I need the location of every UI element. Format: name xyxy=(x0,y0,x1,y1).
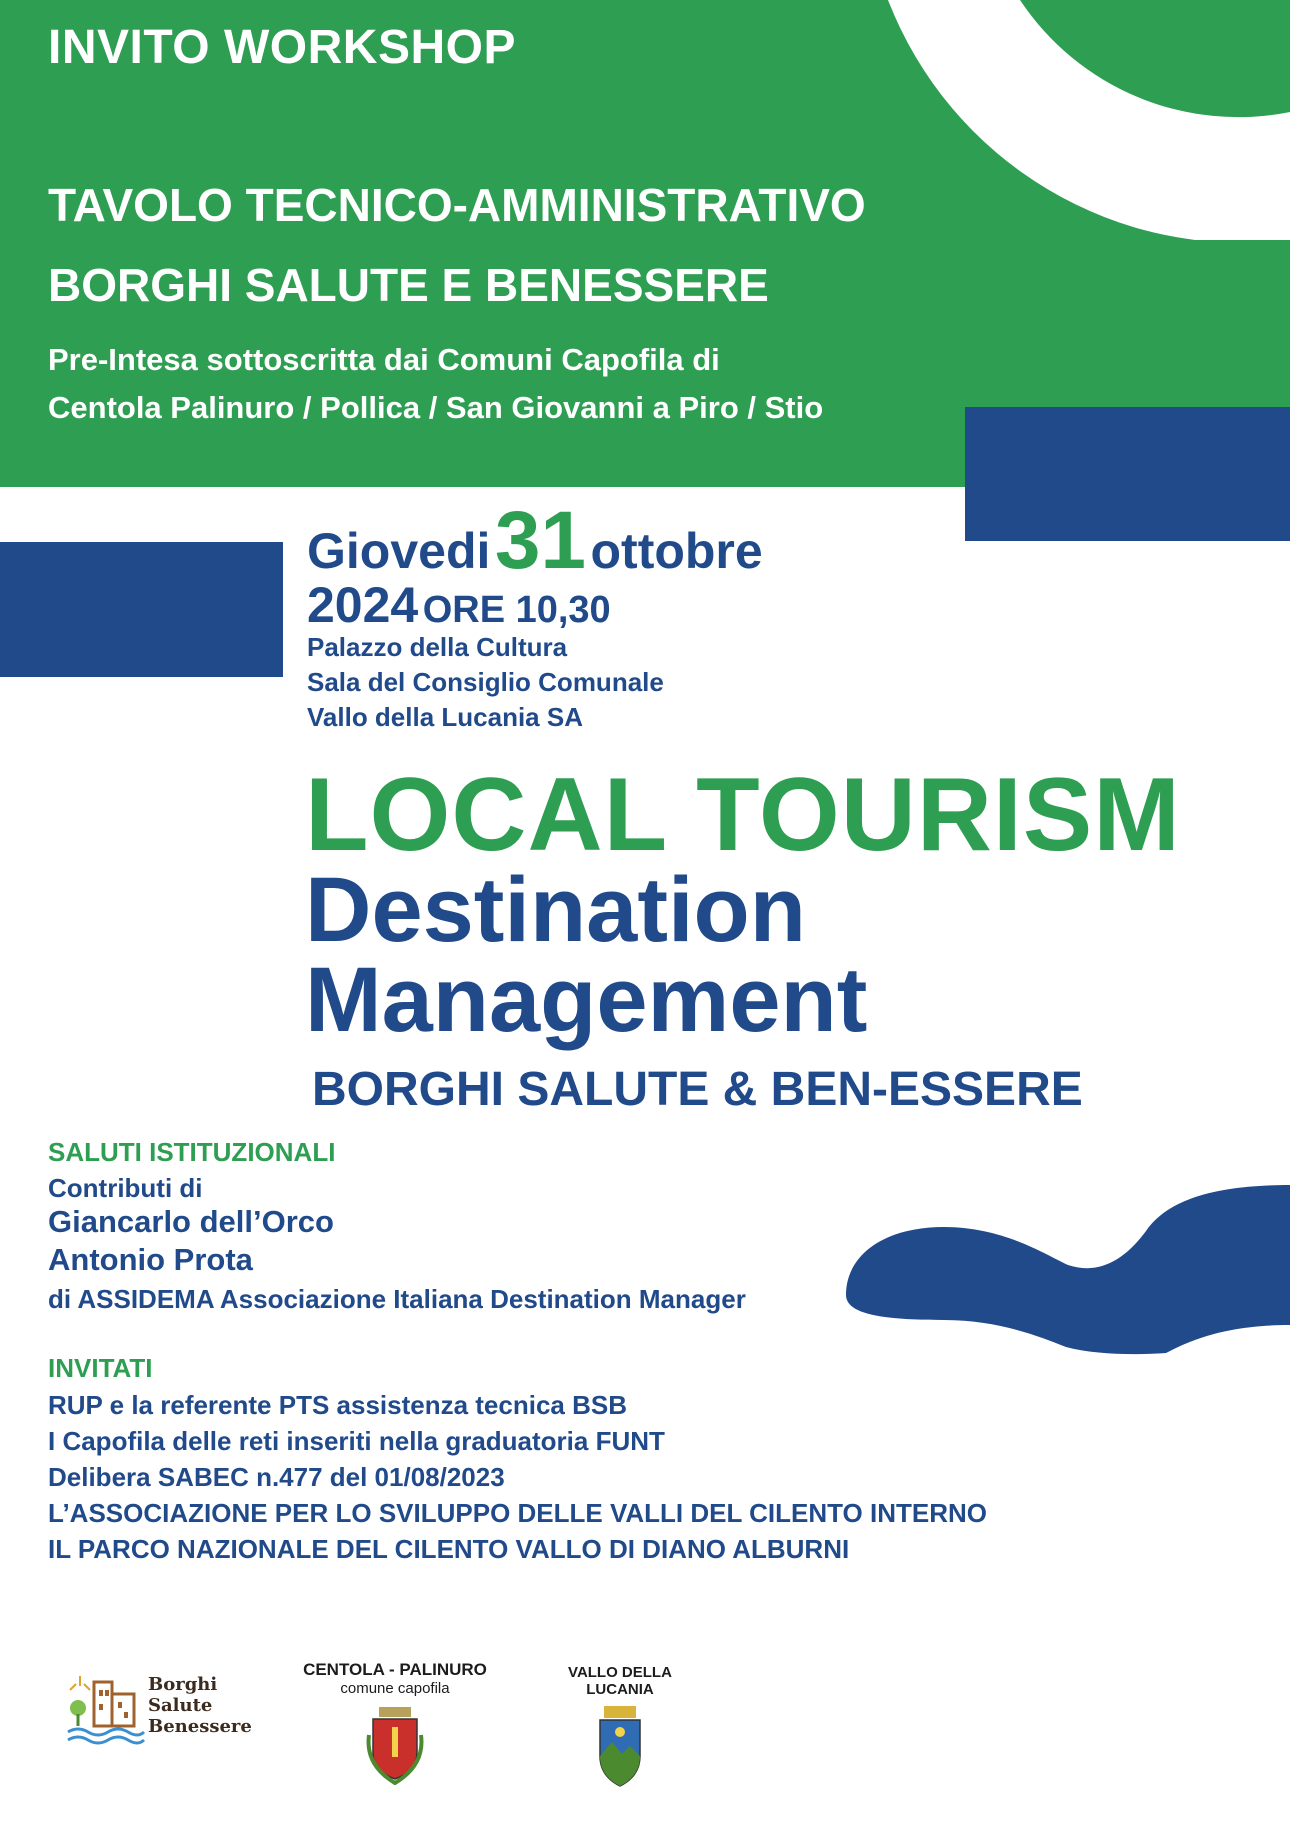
village-icon xyxy=(66,1668,146,1748)
event-time: ORE 10,30 xyxy=(422,589,611,631)
event-weekday: Giovedi xyxy=(307,523,491,579)
headline-destination: Destination xyxy=(305,859,806,961)
vallo-line-2: LUCANIA xyxy=(586,1681,654,1698)
speaker-name-2: Antonio Prota xyxy=(48,1242,253,1277)
vallo-line-1: VALLO DELLA xyxy=(568,1664,672,1681)
headline-management: Management xyxy=(305,949,868,1051)
bsb-logo-line-2: Salute xyxy=(148,1695,213,1716)
speaker-name-1: Giancarlo dell’Orco xyxy=(48,1204,334,1239)
saluti-heading: SALUTI ISTITUZIONALI xyxy=(48,1137,336,1167)
logo-vallo-della-lucania xyxy=(540,1664,700,1784)
invitati-item: L’ASSOCIAZIONE PER LO SVILUPPO DELLE VALLI DEL CILENTO INTERNO xyxy=(48,1498,987,1528)
headline-local-tourism: LOCAL TOURISM xyxy=(305,757,1181,873)
blue-block-left xyxy=(0,542,283,677)
invitati-item: Delibera SABEC n.477 del 01/08/2023 xyxy=(48,1462,505,1492)
venue-line-2: Sala del Consiglio Comunale xyxy=(307,667,664,697)
header-subtitle xyxy=(48,336,823,432)
white-arc-decoration xyxy=(880,0,1290,240)
logo-borghi-salute-benessere xyxy=(66,1668,266,1748)
header-line-1: TAVOLO TECNICO-AMMINISTRATIVO xyxy=(48,179,866,231)
header-subtitle-1: Pre-Intesa sottoscritta dai Comuni Capofila di xyxy=(48,342,720,377)
page-title: INVITO WORKSHOP xyxy=(48,21,516,74)
event-day: 31 xyxy=(494,495,587,586)
logo-centola-palinuro xyxy=(290,1660,500,1780)
blue-wave-decoration xyxy=(846,1185,1290,1355)
invitati-item: RUP e la referente PTS assistenza tecnica BSB xyxy=(48,1390,627,1420)
venue-line-1: Palazzo della Cultura xyxy=(307,632,568,662)
event-venue xyxy=(307,630,664,735)
invitati-item: I Capofila delle reti inseriti nella graduatoria FUNT xyxy=(48,1426,665,1456)
vallo-coat-of-arms-icon xyxy=(594,1704,646,1790)
event-year-time xyxy=(307,576,611,634)
event-year: 2024 xyxy=(307,577,419,633)
bsb-logo-text xyxy=(148,1674,252,1737)
invitati-heading: INVITATI xyxy=(48,1353,153,1383)
centola-sub: comune capofila xyxy=(340,1680,450,1697)
event-date xyxy=(307,494,763,588)
blue-block-right xyxy=(965,407,1290,541)
header-line-2: BORGHI SALUTE E BENESSERE xyxy=(48,259,769,311)
invitati-item: IL PARCO NAZIONALE DEL CILENTO VALLO DI DIANO ALBURNI xyxy=(48,1534,850,1564)
bsb-logo-line-3: Benessere xyxy=(148,1716,252,1737)
saluti-intro: Contributi di xyxy=(48,1173,203,1203)
headline-subtitle: BORGHI SALUTE & BEN-ESSERE xyxy=(312,1063,1083,1116)
bsb-logo-line-1: Borghi xyxy=(148,1674,218,1695)
header-subtitle-2: Centola Palinuro / Pollica / San Giovanni a Piro / Stio xyxy=(48,390,824,425)
event-month: ottobre xyxy=(590,523,763,579)
centola-name: CENTOLA - PALINURO xyxy=(303,1660,487,1679)
saluti-org: di ASSIDEMA Associazione Italiana Destination Manager xyxy=(48,1284,746,1314)
centola-coat-of-arms-icon xyxy=(365,1705,425,1785)
venue-line-3: Vallo della Lucania SA xyxy=(307,702,583,732)
